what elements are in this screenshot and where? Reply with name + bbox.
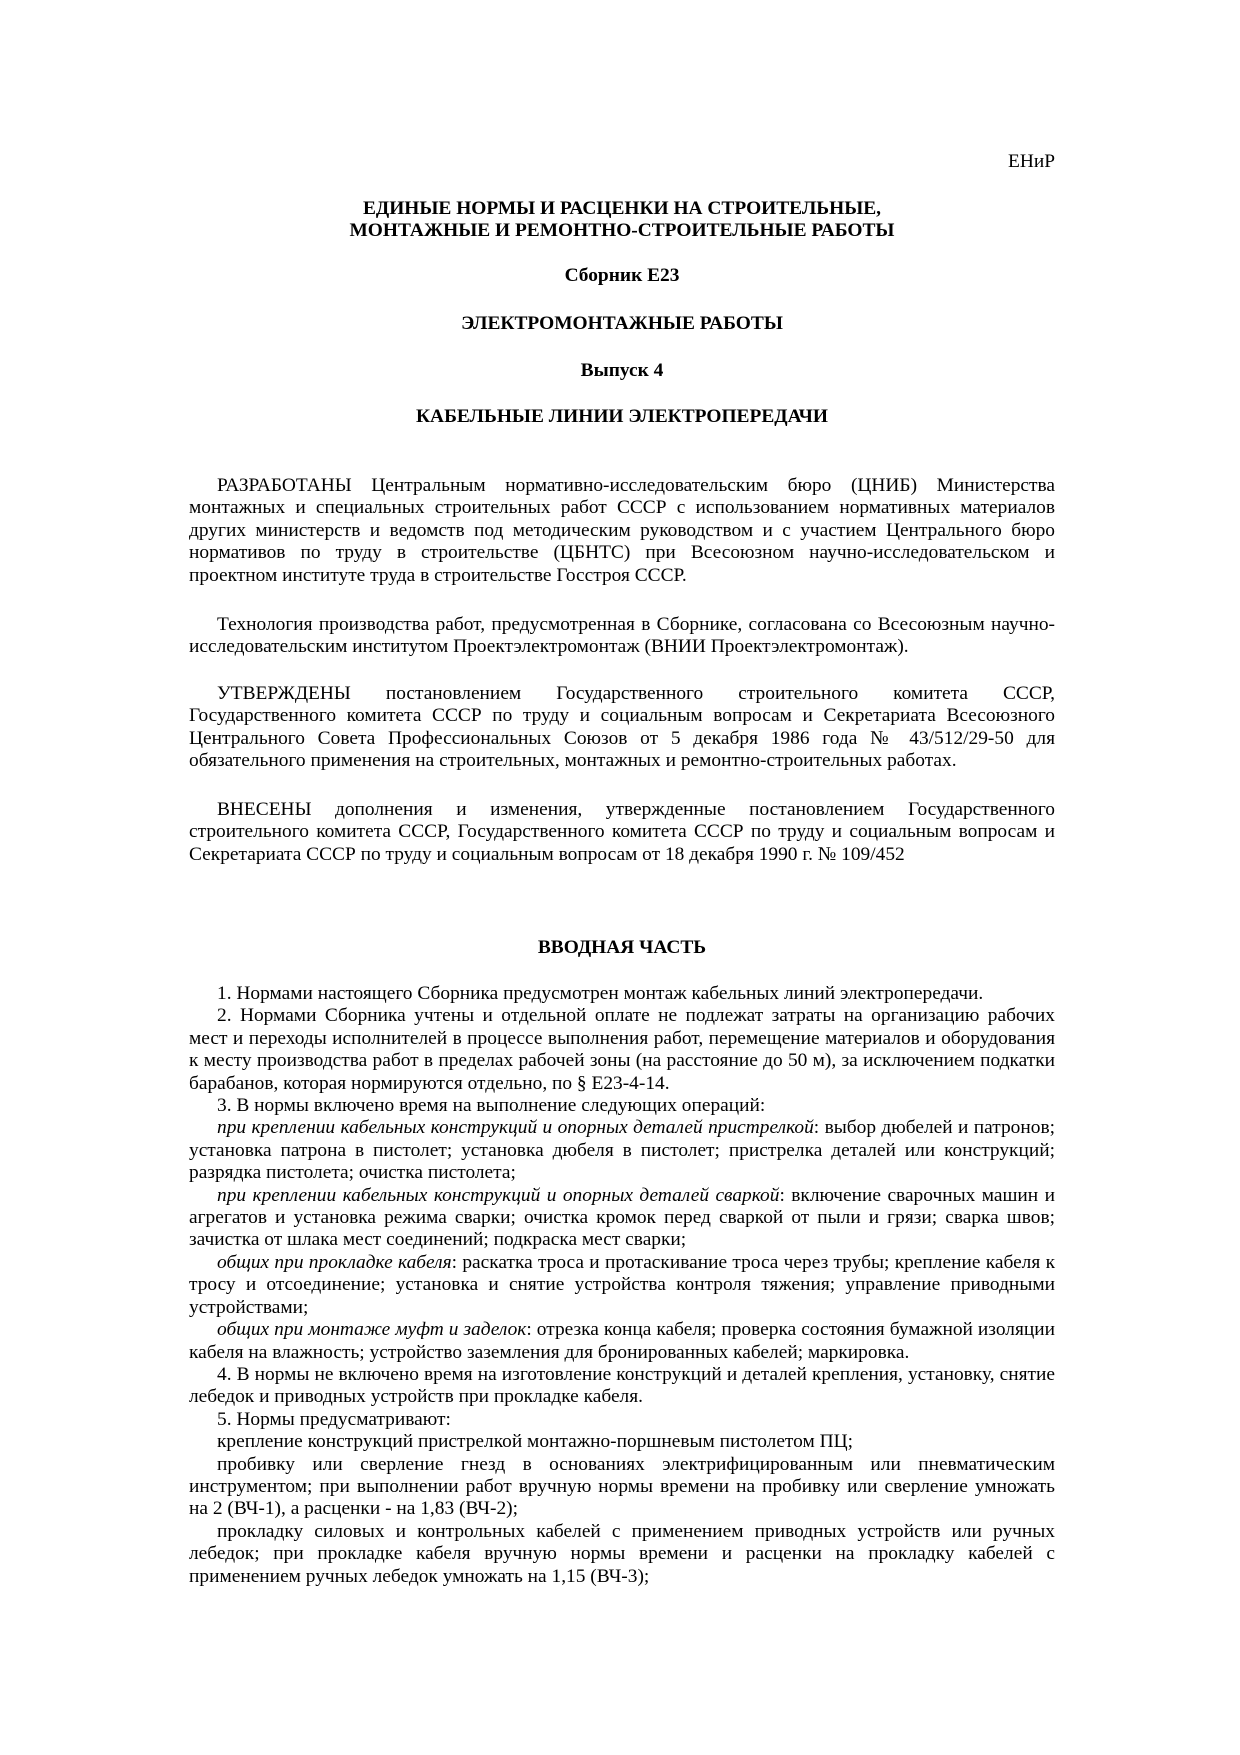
amended-paragraph: ВНЕСЕНЫ дополнения и изменения, утвержденные постановлением Государственного строительного комитета СССР, Государственного комитета СССР по труду и социальным вопросам и Секретариата СССР по труду и социальным вопросам от 18 декабря 1990 г. № 109/452 <box>189 799 1055 865</box>
approved-paragraph: УТВЕРЖДЕНЫ постановлением Государственного строительного комитета СССР, Государственного комитета СССР по труду и социальным вопросам и Секретариата Всесоюзного Центрального Совета Профессиональных Союзов от 5 декабря 1986 года № 43/512/29-50 для обязательного применения на строительных, монтажных и ремонтно-строительных работах. <box>189 683 1055 772</box>
issue-title: КАБЕЛЬНЫЕ ЛИНИИ ЭЛЕКТРОПЕРЕДАЧИ <box>416 406 828 427</box>
operation-text-3: : раскатка троса и протаскивание троса через трубы; крепление кабеля к тросу и отсоединение; установка и снятие устройства контроля тяжения; управление приводными устройствами; <box>189 1251 1055 1318</box>
operation-item-3 <box>189 1252 1055 1319</box>
intro-paragraph-4: 4. В нормы не включено время на изготовление конструкций и деталей крепления, установку, снятие лебедок и приводных устройств при прокладке кабеля. <box>189 1363 1055 1408</box>
subject-heading: ЭЛЕКТРОМОНТАЖНЫЕ РАБОТЫ <box>461 313 783 334</box>
operation-text-1: : выбор дюбелей и патронов; установка патрона в пистолет; установка дюбеля в пистолет; пристрелка деталей или конструкций; разрядка пистолета; очистка пистолета; <box>189 1117 1055 1184</box>
operation-text-2: : включение сварочных машин и агрегатов и установка режима сварки; очистка кромок перед сваркой от пыли и грязи; сварка швов; зачистка от шлака мест соединений; подкраска мест сварки; <box>189 1184 1055 1251</box>
norm-item-3: прокладку силовых и контрольных кабелей с применением приводных устройств или ручных лебедок; при прокладке кабеля вручную нормы времени и расценки на прокладку кабелей с применением ручных лебедок умножать на 1,15 (ВЧ-3); <box>189 1520 1055 1587</box>
developed-paragraph: РАЗРАБОТАНЫ Центральным нормативно-исследовательским бюро (ЦНИБ) Министерства монтажных и специальных строительных работ СССР с использованием нормативных материалов других министерств и ведомств под методическим руководством и с участием Центрального бюро нормативов по труду в строительстве (ЦБНТС) при Всесоюзном научно-исследовательском и проектном институте труда в строительстве Госстроя СССР. <box>189 475 1055 586</box>
operation-label-3: общих при прокладке кабеля <box>217 1251 452 1273</box>
operation-item-2 <box>189 1185 1055 1252</box>
title-line-1: ЕДИНЫЕ НОРМЫ И РАСЦЕНКИ НА СТРОИТЕЛЬНЫЕ, <box>362 198 882 219</box>
intro-paragraph-2: 2. Нормами Сборника учтены и отдельной оплате не подлежат затраты на организацию рабочих мест и переходы исполнителей в процессе выполнения работ, перемещение материалов и оборудования к месту производства работ в пределах рабочей зоны (на расстояние до 50 м), за исключением подкатки барабанов, которая нормируются отдельно, по § Е23-4-14. <box>189 1005 1055 1094</box>
title-line-2: МОНТАЖНЫЕ И РЕМОНТНО-СТРОИТЕЛЬНЫЕ РАБОТЫ <box>349 220 895 242</box>
collection-label: Сборник Е23 <box>564 265 680 286</box>
norm-item-2: пробивку или сверление гнезд в основаниях электрифицированным или пневматическим инструментом; при выполнении работ вручную нормы времени на пробивку или сверление умножать на 2 (ВЧ-1), а расценки - на 1,83 (ВЧ-2); <box>189 1453 1055 1520</box>
operation-item-1 <box>189 1117 1055 1184</box>
intro-paragraph-5: 5. Нормы предусматривают: <box>217 1408 451 1430</box>
technology-paragraph: Технология производства работ, предусмотренная в Сборнике, согласована со Всесоюзным научно-исследовательским институтом Проектэлектромонтаж (ВНИИ Проектэлектромонтаж). <box>189 614 1055 658</box>
operation-item-4 <box>189 1319 1055 1364</box>
operation-label-1: при креплении кабельных конструкций и опорных деталей пристрелкой <box>217 1117 814 1139</box>
intro-paragraph-1: 1. Нормами настоящего Сборника предусмотрен монтаж кабельных линий электропередачи. <box>217 983 984 1004</box>
document-code: ЕНиР <box>1007 151 1055 172</box>
document-title <box>189 198 1055 243</box>
operation-label-4: общих при монтаже муфт и заделок <box>217 1319 527 1341</box>
issue-label: Выпуск 4 <box>580 360 664 381</box>
intro-body <box>189 983 1055 1588</box>
operation-text-4: : отрезка конца кабеля; проверка состояния бумажной изоляции кабеля на влажность; устройство заземления для бронированных кабелей; маркировка. <box>189 1319 1056 1363</box>
norm-item-1: крепление конструкций пристрелкой монтажно-поршневым пистолетом ПЦ; <box>217 1431 853 1453</box>
operation-label-2: при креплении кабельных конструкций и опорных деталей сваркой <box>217 1184 780 1206</box>
intro-paragraph-3: 3. В нормы включено время на выполнение следующих операций: <box>217 1095 766 1117</box>
intro-heading: ВВОДНАЯ ЧАСТЬ <box>537 937 707 958</box>
